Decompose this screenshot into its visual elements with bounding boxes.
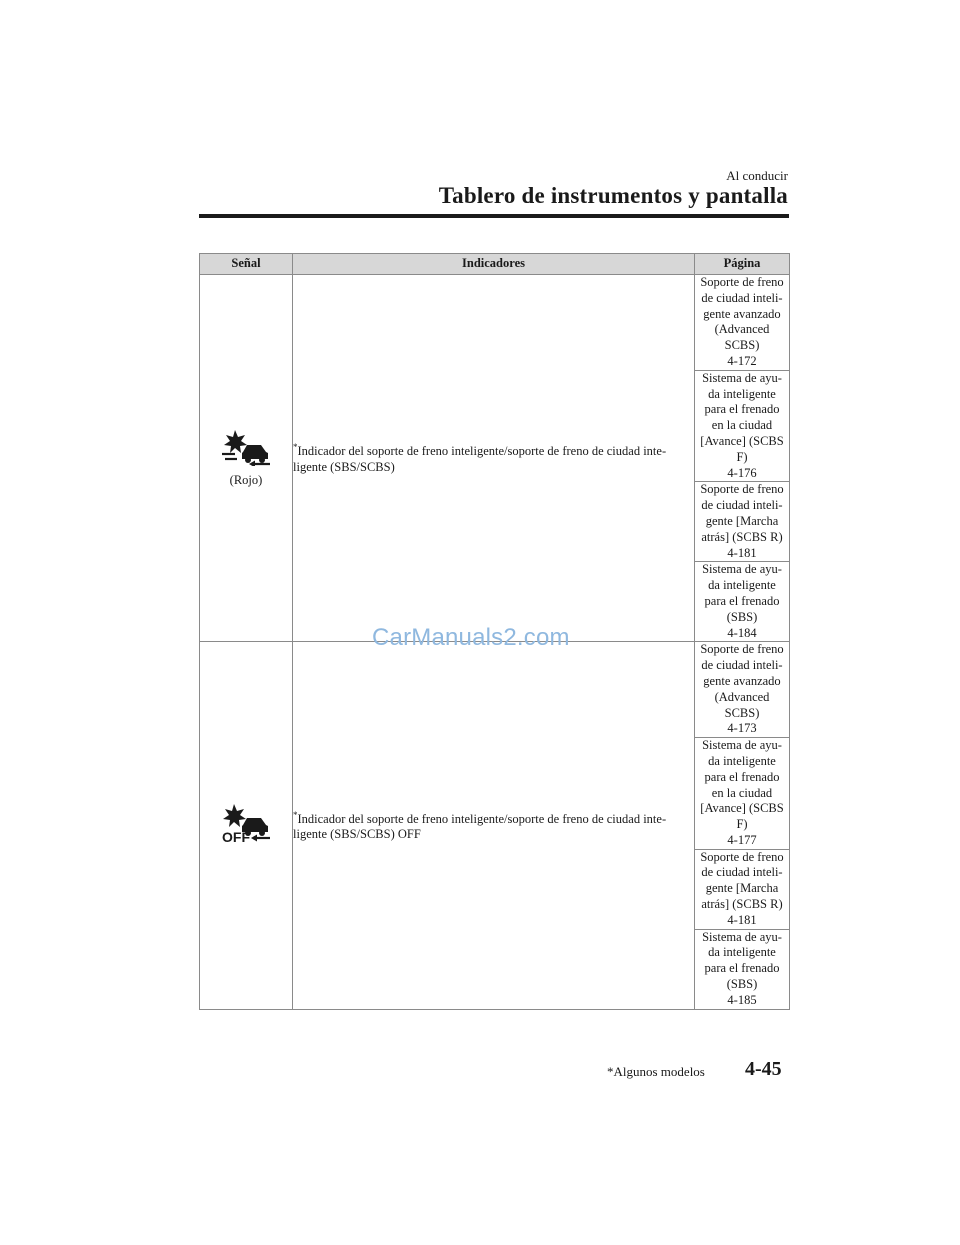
table-row	[200, 642, 790, 738]
signal-cell	[200, 642, 293, 1009]
header-rule	[199, 214, 789, 218]
page-ref-line: de ciudad inteli-	[701, 498, 783, 513]
page-number: 4-45	[745, 1058, 782, 1080]
page-number-link[interactable]: 4-181	[727, 912, 757, 927]
page-ref-line: F)	[736, 817, 748, 832]
indicator-text: Indicador del soporte de freno inteligente/soporte de freno de ciudad inte-ligente (SBS/SCBS) OFF	[293, 811, 667, 842]
page-ref-line: para el frenado	[704, 769, 780, 784]
page-ref-line: da inteligente	[708, 945, 776, 960]
page-ref-line: Soporte de freno	[700, 642, 784, 657]
indicator-text: Indicador del soporte de freno inteligente/soporte de freno de ciudad inte-ligente (SBS/SCBS)	[293, 444, 667, 475]
signal-cell	[200, 275, 293, 642]
page-ref-line: gente [Marcha	[705, 881, 779, 896]
page-ref-line: en la ciudad	[711, 418, 773, 433]
table-header-row	[200, 254, 790, 275]
sbs-scbs-off-icon	[221, 803, 271, 848]
column-header-page: Página	[695, 254, 790, 275]
page-ref-line: (SBS)	[726, 609, 758, 624]
page-ref-line: gente [Marcha	[705, 513, 779, 528]
page-ref-line: atrás] (SCBS R)	[701, 529, 783, 544]
page-number-link[interactable]: 4-184	[727, 625, 757, 640]
model-availability-marker: *	[293, 809, 298, 820]
page-ref-line: Sistema de ayu-	[702, 929, 782, 944]
page-number-link[interactable]: 4-177	[727, 832, 757, 847]
page-ref-line: atrás] (SCBS R)	[701, 897, 783, 912]
page-reference	[695, 275, 790, 371]
page-ref-line: Sistema de ayu-	[702, 738, 782, 753]
page-ref-line: (Advanced	[714, 689, 770, 704]
page-reference	[695, 370, 790, 482]
watermark-logo: CarManuals2.com	[372, 624, 570, 651]
page-ref-line: [Avance] (SCBS	[700, 801, 784, 816]
section-label: Al conducir	[726, 168, 788, 183]
page-ref-line: para el frenado	[704, 961, 780, 976]
page-ref-line: Sistema de ayu-	[702, 562, 782, 577]
page-reference	[695, 849, 790, 929]
column-header-signal: Señal	[200, 254, 293, 275]
page-ref-line: (Advanced	[714, 322, 770, 337]
page-number-link[interactable]: 4-172	[727, 353, 757, 368]
page-ref-line: SCBS)	[724, 705, 760, 720]
page-reference	[695, 562, 790, 642]
page-reference	[695, 642, 790, 738]
page-number-link[interactable]: 4-185	[727, 992, 757, 1007]
table-row	[200, 275, 790, 371]
page-number-link[interactable]: 4-176	[727, 465, 757, 480]
page-ref-line: para el frenado	[704, 402, 780, 417]
page-ref-line: SCBS)	[724, 338, 760, 353]
page-ref-line: [Avance] (SCBS	[700, 433, 784, 448]
sbs-scbs-warning-icon	[221, 428, 271, 471]
page-ref-line: Soporte de freno	[700, 849, 784, 864]
column-header-indicators: Indicadores	[293, 254, 695, 275]
page-ref-line: F)	[736, 449, 748, 464]
footnote-some-models: *Algunos modelos	[607, 1064, 705, 1079]
page-ref-line: en la ciudad	[711, 785, 773, 800]
page-ref-line: de ciudad inteli-	[701, 658, 783, 673]
page-reference	[695, 482, 790, 562]
page-ref-line: gente avanzado	[703, 673, 781, 688]
page-ref-line: para el frenado	[704, 593, 780, 608]
page-reference	[695, 929, 790, 1009]
page-ref-line: da inteligente	[708, 753, 776, 768]
page-ref-line: Sistema de ayu-	[702, 370, 782, 385]
page-ref-line: da inteligente	[708, 578, 776, 593]
page-ref-line: de ciudad inteli-	[701, 865, 783, 880]
page-ref-line: gente avanzado	[703, 306, 781, 321]
page-title: Tablero de instrumentos y pantalla	[438, 183, 788, 208]
page-ref-line: Soporte de freno	[700, 275, 784, 289]
model-availability-marker: *	[293, 442, 298, 453]
page-number-link[interactable]: 4-181	[727, 545, 757, 560]
indicator-description	[293, 275, 695, 642]
signal-color-caption: (Rojo)	[229, 472, 263, 487]
page-reference	[695, 738, 790, 850]
indicator-description	[293, 642, 695, 1009]
page-number-link[interactable]: 4-173	[727, 721, 757, 736]
svg-text:OFF: OFF	[222, 829, 250, 844]
page-ref-line: (SBS)	[726, 977, 758, 992]
page-ref-line: da inteligente	[708, 386, 776, 401]
page-ref-line: Soporte de freno	[700, 482, 784, 497]
page-ref-line: de ciudad inteli-	[701, 290, 783, 305]
